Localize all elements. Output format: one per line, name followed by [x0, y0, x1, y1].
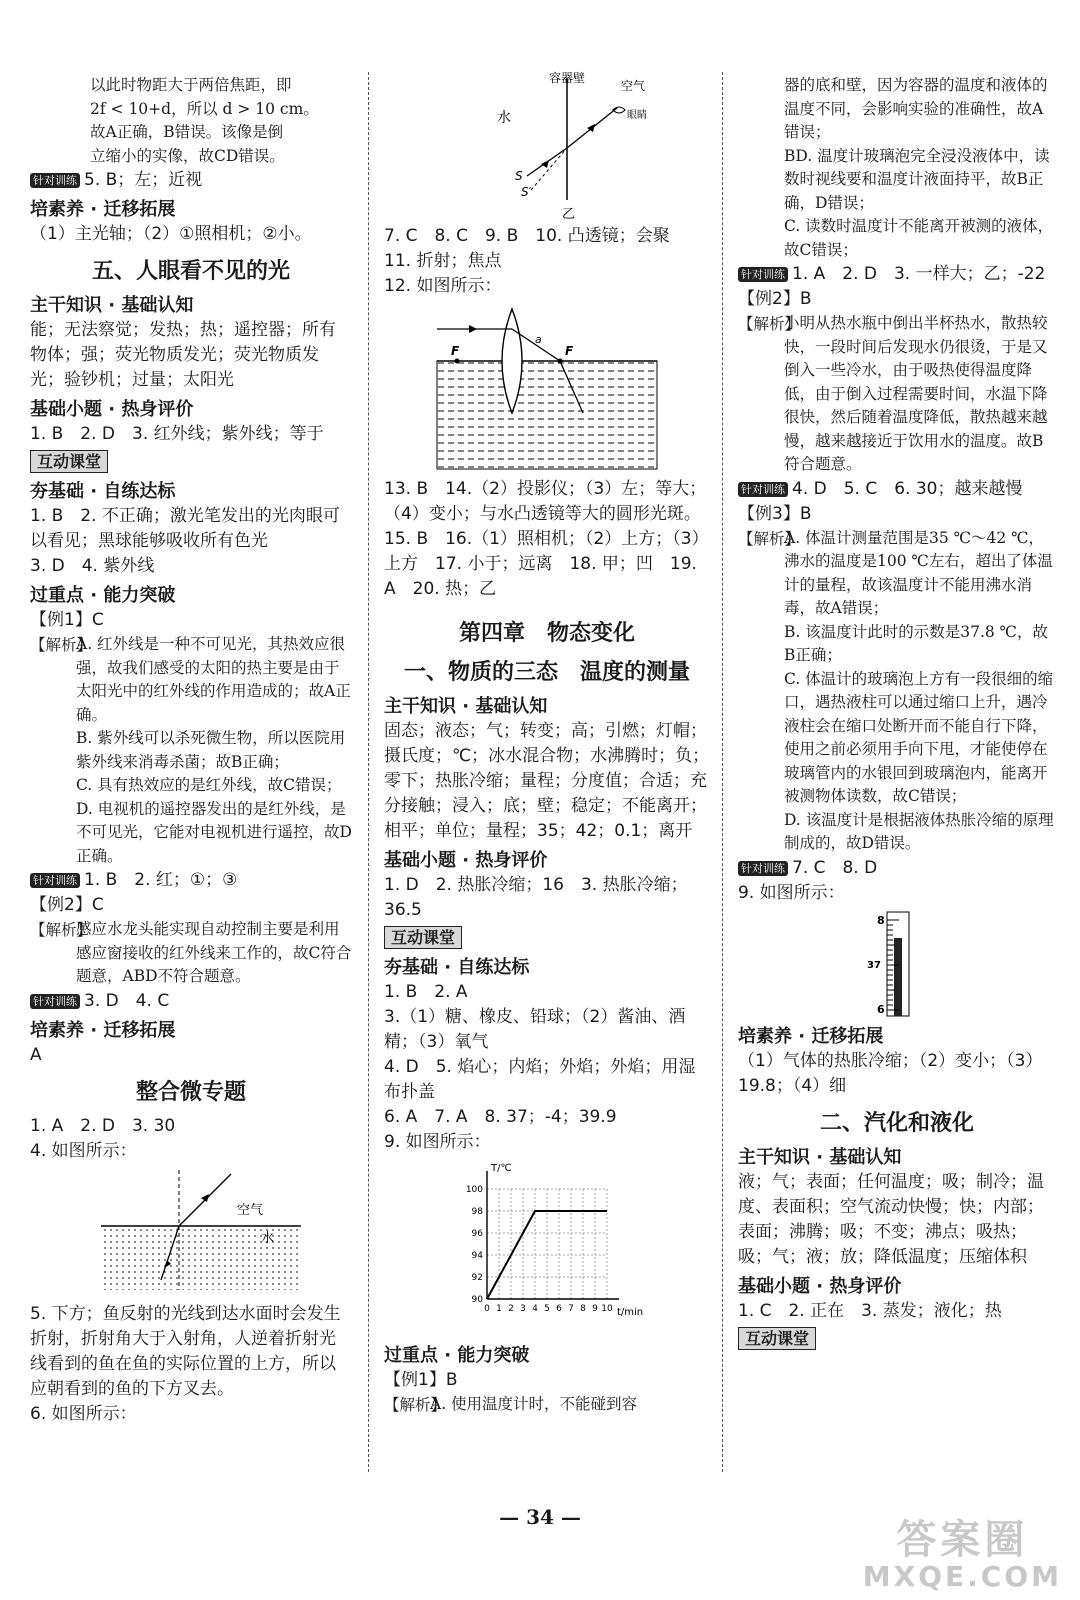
y-tick: 92: [471, 1273, 483, 1283]
x-tick: 4: [532, 1304, 538, 1314]
thermometer-label: 8: [877, 913, 885, 927]
answer-line: 11. 折射；焦点: [384, 251, 502, 271]
answer-line: 4. D 5. C 6. 30；越来越慢: [792, 478, 1023, 499]
y-axis-label: T/℃: [491, 1163, 512, 1174]
y-tick: 90: [471, 1295, 483, 1305]
section-heading: 过重点 · 能力突破: [30, 585, 176, 606]
answer-line: 1. A 2. D 3. 30: [30, 1115, 176, 1136]
analysis-label: 【解析】: [738, 315, 801, 333]
section-heading: 主干知识 · 基础认知: [30, 295, 194, 316]
analysis-block: [738, 312, 1056, 477]
x-tick: 3: [520, 1304, 526, 1314]
answer-paragraph: 固态；液态；气；转变；高；引燃；灯帽；摄氏度；℃；冰水混合物；水沸腾时；负；零下；热胀冷缩；量程；分度值；合适；充分接触；浸入；底；壁；稳定；不能离开；相平；单位；量程；35；42；0.1；离开: [384, 721, 710, 841]
watermark-url: MXQE.COM: [862, 1560, 1062, 1593]
analysis-label: 【解析】: [30, 921, 93, 939]
section-heading: 夯基础 · 自练达标: [30, 481, 176, 502]
watermark-logo: [863, 1518, 1062, 1592]
x-tick: 0: [484, 1304, 490, 1314]
lens-diagram: [427, 303, 667, 473]
section-heading: 主干知识 · 基础认知: [384, 696, 548, 717]
x-tick: 1: [496, 1304, 502, 1314]
x-tick: 6: [556, 1304, 562, 1314]
answer-line: 12. 如图所示：: [384, 276, 502, 296]
analysis-label: 【解析】: [30, 636, 93, 654]
continued-line: 以此时物距大于两倍焦距，即: [90, 76, 292, 94]
temperature-graph: [447, 1159, 647, 1339]
answer-line: 1. A 2. D 3. 一样大；乙；-22: [792, 264, 1046, 284]
answer-paragraph: 能；无法察觉；发热；热；遥控器；所有物体；强；荧光物质发光；荧光物质发光；验钞机；过量；太阳光: [30, 320, 336, 390]
label-yi: 乙: [562, 207, 576, 220]
label-air: 空气: [621, 79, 646, 93]
page-number: — 34 —: [499, 1505, 581, 1529]
section-heading: 基础小题 · 热身评价: [738, 1275, 902, 1297]
column-divider: [722, 72, 723, 1472]
analysis-text: 感应水龙头能实现自动控制主要是利用感应窗接收的红外线来工作的，故C符合题意，ABD不符合题意。: [76, 920, 352, 985]
analysis-text: BD. 温度计玻璃泡完全浸没液体中，读数时视线要和温度计液面持平，故B正确，D错误；: [784, 146, 1050, 212]
answer-line: 4. 如图所示：: [30, 1140, 137, 1161]
focus-point: [455, 359, 460, 364]
answer-line: 1. B 2. D 3. 红外线；紫外线；等于: [30, 424, 324, 444]
section-heading: 基础小题 · 热身评价: [384, 850, 548, 871]
analysis-text: 器的底和壁，因为容器的温度和液体的温度不同，会影响实验的准确性，故A错误；: [784, 76, 1048, 141]
training-tag: 针对训练: [30, 994, 80, 1009]
column-right: [738, 74, 1056, 1352]
section-heading: 培素养 · 迁移拓展: [30, 1019, 176, 1041]
training-tag: 针对训练: [738, 267, 788, 282]
x-tick: 7: [568, 1304, 574, 1314]
label-water: 水: [261, 1230, 275, 1246]
x-tick: 2: [508, 1304, 514, 1314]
answer-line: 1. D 2. 热胀冷缩；16 3. 热胀冷缩；36.5: [384, 875, 688, 920]
analysis-label: 【解析】: [384, 1396, 447, 1414]
x-tick: 8: [580, 1304, 586, 1314]
training-tag: 针对训练: [30, 873, 80, 888]
thermometer-label: 6: [877, 1002, 885, 1016]
thermometer-diagram: [837, 910, 957, 1020]
lesson-title: 五、人眼看不见的光: [91, 258, 290, 284]
lesson-title: 一、物质的三态 温度的测量: [403, 659, 690, 685]
section-heading: 过重点 · 能力突破: [384, 1345, 530, 1366]
thermometer-label: 37: [867, 959, 881, 971]
answer-line: 7. C 8. C 9. B 10. 凸透镜；会聚: [384, 226, 670, 246]
thermometer-column: [894, 938, 902, 1016]
analysis-text: A. 红外线是一种不可见光，其热效应很强，故我们感受的太阳的热主要是由于太阳光中的红外线的作用造成的；故A正确。: [76, 635, 351, 724]
graph-grid: [487, 1189, 607, 1299]
analysis-text: C. 具有热效应的是红外线，故C错误；: [76, 776, 342, 794]
training-tag: 针对训练: [30, 173, 80, 188]
answer-line: 6. A 7. A 8. 37；-4；39.9: [384, 1107, 617, 1127]
arrow-icon: [541, 160, 549, 168]
training-tag: 针对训练: [738, 482, 788, 497]
column-left: [30, 74, 352, 1427]
x-tick: 5: [544, 1304, 550, 1314]
label-a: a: [535, 333, 542, 346]
interactive-class-box: 互动课堂: [384, 926, 462, 949]
section-heading: 培素养 · 迁移拓展: [30, 199, 176, 220]
answer-line: 9. 如图所示：: [384, 1132, 491, 1152]
chapter-title: 第四章 物态变化: [458, 620, 635, 646]
analysis-text: 小明从热水瓶中倒出半杯热水，散热较快，一段时间后发现水仍很烫，于是又倒入一些冷水，由于吸热使得温度降低，由于倒入过程需要时间，水温下降很快，然后随着温度降低，散热越来越慢，越来越接近于饮用水的温度。故B符合题意。: [784, 314, 1048, 473]
analysis-label: 【解析】: [738, 529, 801, 548]
label-s-prime: S′: [521, 185, 532, 199]
label-water: 水: [497, 110, 511, 126]
analysis-text: B. 紫外线可以杀死微生物，所以医院用紫外线来消毒杀菌；故B正确；: [76, 729, 346, 771]
answer-line: 1. B 2. 红；①；③: [84, 870, 238, 890]
analysis-block: [738, 527, 1056, 856]
section-heading: 夯基础 · 自练达标: [384, 957, 530, 978]
lesson-title: 整合微专题: [135, 1078, 246, 1105]
analysis-text: A. 使用温度计时，不能碰到容: [430, 1395, 638, 1413]
example-label: 【例2】C: [30, 895, 104, 915]
answer-line: 4. D 5. 焰心；内焰；外焰；外焰；用湿布扑盖: [384, 1057, 696, 1102]
column-divider: [368, 72, 369, 1472]
analysis-text: D. 该温度计是根据液体热胀冷缩的原理制成的，故D错误。: [784, 810, 1054, 852]
label-wall: 容器壁: [549, 71, 586, 85]
label-air: 空气: [237, 1202, 264, 1218]
y-tick: 100: [465, 1185, 483, 1195]
answer-line: 3. D 4. C: [84, 990, 170, 1011]
continued-line: 2f < 10+d，所以 d > 10 cm。: [90, 99, 319, 118]
analysis-block: [30, 918, 352, 989]
label-f2: F: [565, 344, 574, 358]
refraction-diagram: [61, 1168, 321, 1298]
answer-paragraph: 13. B 14.（2）投影仪；（3）左；等大；（4）变小；与水凸透镜等大的圆形光斑。 15. B 16.（1）照相机；（2）上方；（3）上方 17. 小于；远离 18. 甲；凹 19. A 20. 热；乙: [384, 479, 710, 599]
analysis-block: [384, 1393, 710, 1417]
arrow-icon: [469, 325, 477, 333]
answer-line: 5. B；左；近视: [84, 170, 203, 190]
answer-line: 1. C 2. 正在 3. 蒸发；液化；热: [738, 1300, 1002, 1321]
continued-line: 故A正确，B错误。该像是倒: [90, 123, 284, 141]
answer-paragraph: （1）气体的热胀冷缩；（2）变小；（3）19.8；（4）细: [738, 1050, 1043, 1096]
x-tick: 9: [592, 1304, 598, 1314]
answer-line: 6. 如图所示：: [30, 1403, 137, 1424]
example-label: 【例1】C: [30, 610, 104, 630]
label-f1: F: [451, 344, 460, 358]
water-tank: [437, 361, 657, 469]
answer-line: 9. 如图所示：: [738, 882, 845, 903]
analysis-text: B. 该温度计此时的示数是37.8 ℃，故B正确；: [784, 622, 1049, 664]
y-tick-labels: [466, 1185, 483, 1305]
section-heading: 基础小题 · 热身评价: [30, 399, 194, 420]
y-tick: 98: [471, 1207, 483, 1217]
analysis-text: D. 电视机的遥控器发出的是红外线，是不可见光，它能对电视机进行遥控，故D正确。: [76, 799, 352, 865]
answer-line: 1. B 2. A: [384, 982, 468, 1002]
watermark-text: 答案圈: [896, 1517, 1029, 1563]
label-eye: 眼睛: [627, 110, 647, 121]
column-middle: [384, 66, 710, 1417]
y-tick: 94: [471, 1251, 483, 1261]
answer-line: 7. C 8. D: [792, 857, 878, 878]
continued-line: 立缩小的实像，故CD错误。: [90, 146, 285, 165]
analysis-text: C. 读数时温度计不能离开被测的液体，故C错误；: [784, 217, 1054, 259]
analysis-text: A. 体温计测量范围是35 ℃～42 ℃，沸水的温度是100 ℃左右，超出了体温计的量程，故该温度计不能用沸水消毒，故A错误；: [784, 528, 1053, 617]
section-heading: 培素养 · 迁移拓展: [738, 1025, 884, 1047]
interactive-class-box: 互动课堂: [30, 450, 108, 473]
answer-line: （1）主光轴；（2）①照相机；②小。: [30, 224, 312, 244]
label-s: S: [515, 169, 523, 183]
section-heading: 主干知识 · 基础认知: [738, 1146, 902, 1168]
analysis-text: C. 体温计的玻璃泡上方有一段很细的缩口，遇热液柱可以通过缩口上升，遇冷液柱会在缩口处断开而不能自行下降，使用之前必须用手向下甩，才能使停在玻璃管内的水银回到玻璃泡内，能离开被测物体读数，故C错误；: [784, 669, 1054, 805]
answer-line: A: [30, 1044, 42, 1065]
answer-line: 3.（1）糖、橡皮、铅球；（2）酱油、酒精；（3）氧气: [384, 1007, 686, 1052]
analysis-block: [30, 633, 352, 868]
example-label: 【例1】B: [384, 1370, 458, 1390]
answer-paragraph: 1. B 2. 不正确；激光笔发出的光肉眼可以看见；黑球能够吸收所有色光: [30, 506, 340, 551]
answer-paragraph: 5. 下方；鱼反射的光线到达水面时会发生折射，折射角大于入射角，人逆着折射光线看到的鱼在鱼的实际位置的上方，所以应朝看到的鱼的下方叉去。: [30, 1303, 341, 1399]
lesson-title: 二、汽化和液化: [819, 1109, 974, 1136]
focus-point: [558, 359, 563, 364]
container-wall-diagram: [417, 70, 677, 220]
x-axis-label: t/min: [617, 1307, 644, 1318]
interactive-class-box: 互动课堂: [738, 1327, 816, 1350]
x-tick: 10: [601, 1304, 613, 1314]
x-tick-labels: [484, 1304, 613, 1314]
answer-paragraph: 液；气；表面；任何温度；吸；制冷；温度、表面积；空气流动快慢；快；内部；表面；沸腾；吸；不变；沸点；吸热；吸；气；液；放；降低温度；压缩体积: [738, 1171, 1044, 1267]
example-label: 【例3】B: [738, 503, 812, 524]
training-tag: 针对训练: [738, 861, 788, 876]
answer-line: 3. D 4. 紫外线: [30, 556, 155, 576]
example-label: 【例2】B: [738, 289, 812, 309]
y-tick: 96: [471, 1229, 483, 1239]
